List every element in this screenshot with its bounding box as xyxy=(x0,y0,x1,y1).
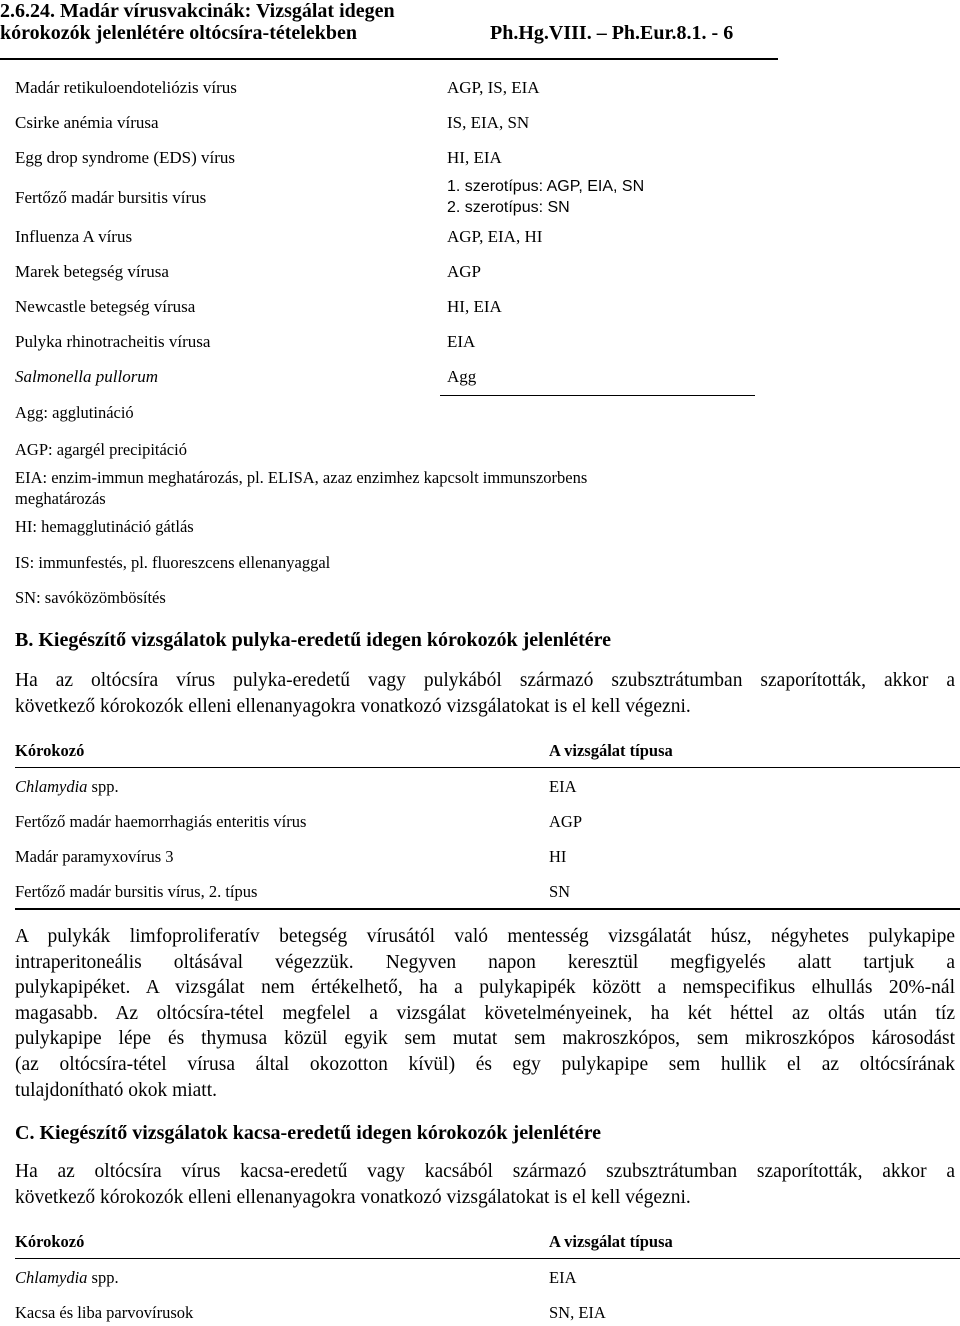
table-row-test: 1. szerotípus: AGP, EIA, SN xyxy=(447,178,645,195)
table-row-pathogen: Madár retikuloendoteliózis vírus xyxy=(15,78,237,97)
pathogen-genus: Chlamydia xyxy=(15,777,88,796)
table-c-header-rule xyxy=(15,1258,960,1259)
table-row-pathogen: Fertőző madár bursitis vírus xyxy=(15,188,207,207)
pathogen-genus: Chlamydia xyxy=(15,1268,88,1287)
paragraph-line: Ha az oltócsíra vírus pulyka-eredetű vagy pulykából származó szubsztrátumban szaporították, akkor a xyxy=(15,670,955,691)
table-row-test: HI xyxy=(549,847,567,866)
table-row-test: AGP, EIA, HI xyxy=(447,227,543,246)
table-row-pathogen: Egg drop syndrome (EDS) vírus xyxy=(15,148,236,167)
paragraph-line: tulajdonítható okok miatt. xyxy=(15,1079,218,1101)
table-row-test-secondary: 2. szerotípus: SN xyxy=(447,199,570,216)
section-b-intro xyxy=(15,668,955,719)
table-a-bottom-rule xyxy=(440,395,755,396)
abbreviation-item-continued: meghatározás xyxy=(15,489,106,508)
table-row-test: IS, EIA, SN xyxy=(447,113,530,132)
table-row-pathogen: Madár paramyxovírus 3 xyxy=(15,847,174,866)
paragraph-line: következő kórokozók elleni ellenanyagokra vonatkozó vizsgálatokat is el kell végezni. xyxy=(15,695,691,717)
table-row-pathogen: Influenza A vírus xyxy=(15,227,133,246)
table-row-pathogen: Fertőző madár bursitis vírus, 2. típus xyxy=(15,882,258,901)
paragraph-line: következő kórokozók elleni ellenanyagokra vonatkozó vizsgálatokat is el kell végezni. xyxy=(15,1186,691,1208)
table-row-pathogen: Csirke anémia vírusa xyxy=(15,113,159,132)
paragraph-line: intraperitoneális oltásával végezzük. Negyven napon keresztül megfigyelés alatt tartjuk a xyxy=(15,951,955,973)
table-row-test: HI, EIA xyxy=(447,297,502,316)
page-header-reference: Ph.Hg.VIII. – Ph.Eur.8.1. - 6 xyxy=(490,22,734,44)
paragraph-line: A pulykák limfoproliferatív betegség vírusától való mentesség vizsgálatát húsz, négyhetes pulykapipe xyxy=(15,926,955,947)
section-c-title: C. Kiegészítő vizsgálatok kacsa-eredetű idegen kórokozók jelenlétére xyxy=(15,1122,602,1144)
table-row-test: AGP xyxy=(549,812,583,831)
header-rule xyxy=(0,58,778,60)
table-c-header-pathogen: Kórokozó xyxy=(15,1232,85,1251)
table-row-test: Agg xyxy=(447,367,477,386)
table-row-pathogen xyxy=(15,1268,119,1288)
table-row-test: EIA xyxy=(549,777,577,796)
abbreviation-item: IS: immunfestés, pl. fluoreszcens ellenanyaggal xyxy=(15,553,331,572)
section-c-intro xyxy=(15,1159,955,1210)
pathogen-suffix: spp. xyxy=(87,777,119,796)
section-b-title: B. Kiegészítő vizsgálatok pulyka-eredetű idegen kórokozók jelenlétére xyxy=(15,629,612,651)
table-row-test: SN, EIA xyxy=(549,1303,606,1322)
table-row-test: SN xyxy=(549,882,571,901)
table-row-test: AGP xyxy=(447,262,482,281)
table-row-test: AGP, IS, EIA xyxy=(447,78,540,97)
paragraph-line: (az oltócsíra-tétel vírusa által okozotton kívül) és egy pulykapipe sem hullik el az oltócsírának xyxy=(15,1053,955,1075)
abbreviation-item: HI: hemagglutináció gátlás xyxy=(15,517,194,536)
table-row-pathogen: Kacsa és liba parvovírusok xyxy=(15,1303,194,1322)
table-row-test: EIA xyxy=(549,1268,577,1287)
table-row-test: HI, EIA xyxy=(447,148,502,167)
table-row-pathogen: Newcastle betegség vírusa xyxy=(15,297,196,316)
abbreviation-item: Agg: agglutináció xyxy=(15,403,134,422)
paragraph-line: magasabb. Az oltócsíra-tétel megfelel a vizsgálat követelményeinek, ha két héttel az oltás után tíz xyxy=(15,1002,955,1024)
abbreviation-item: AGP: agargél precipitáció xyxy=(15,440,187,459)
table-row-test: EIA xyxy=(447,332,476,351)
table-row-pathogen: Fertőző madár haemorrhagiás enteritis vírus xyxy=(15,812,307,831)
table-c-header-test: A vizsgálat típusa xyxy=(549,1232,673,1251)
section-b-paragraph xyxy=(15,924,955,1103)
table-b-header-test: A vizsgálat típusa xyxy=(549,741,673,760)
table-row-pathogen xyxy=(15,777,119,797)
paragraph-line: Ha az oltócsíra vírus kacsa-eredetű vagy kacsából származó szubsztrátumban szaporították, akkor a xyxy=(15,1161,955,1182)
table-b-header-pathogen: Kórokozó xyxy=(15,741,85,760)
paragraph-line: pulykapipéket. A vizsgálat nem értékelhető, ha a pulykapipék között a nemspecifikus elhullás 20%-nál xyxy=(15,977,955,999)
table-row-pathogen: Pulyka rhinotracheitis vírusa xyxy=(15,332,211,351)
table-row-pathogen: Salmonella pullorum xyxy=(15,367,159,386)
table-row-pathogen: Marek betegség vírusa xyxy=(15,262,169,281)
table-b-header-rule xyxy=(15,767,960,768)
abbreviation-item: EIA: enzim-immun meghatározás, pl. ELISA, azaz enzimhez kapcsolt immunszorbens xyxy=(15,468,588,487)
page-header-line2-left: kórokozók jelenlétére oltócsíra-tételekben xyxy=(0,22,357,44)
table-b-bottom-rule xyxy=(15,908,960,910)
page-header-line1: 2.6.24. Madár vírusvakcinák: Vizsgálat idegen xyxy=(0,0,395,22)
abbreviation-item: SN: savóközömbösítés xyxy=(15,588,166,607)
paragraph-line: pulykapipe lépe és thymusa közül egyik sem mutat sem makroszkópos, sem mikroszkópos károsodást xyxy=(15,1028,955,1050)
pathogen-suffix: spp. xyxy=(87,1268,119,1287)
